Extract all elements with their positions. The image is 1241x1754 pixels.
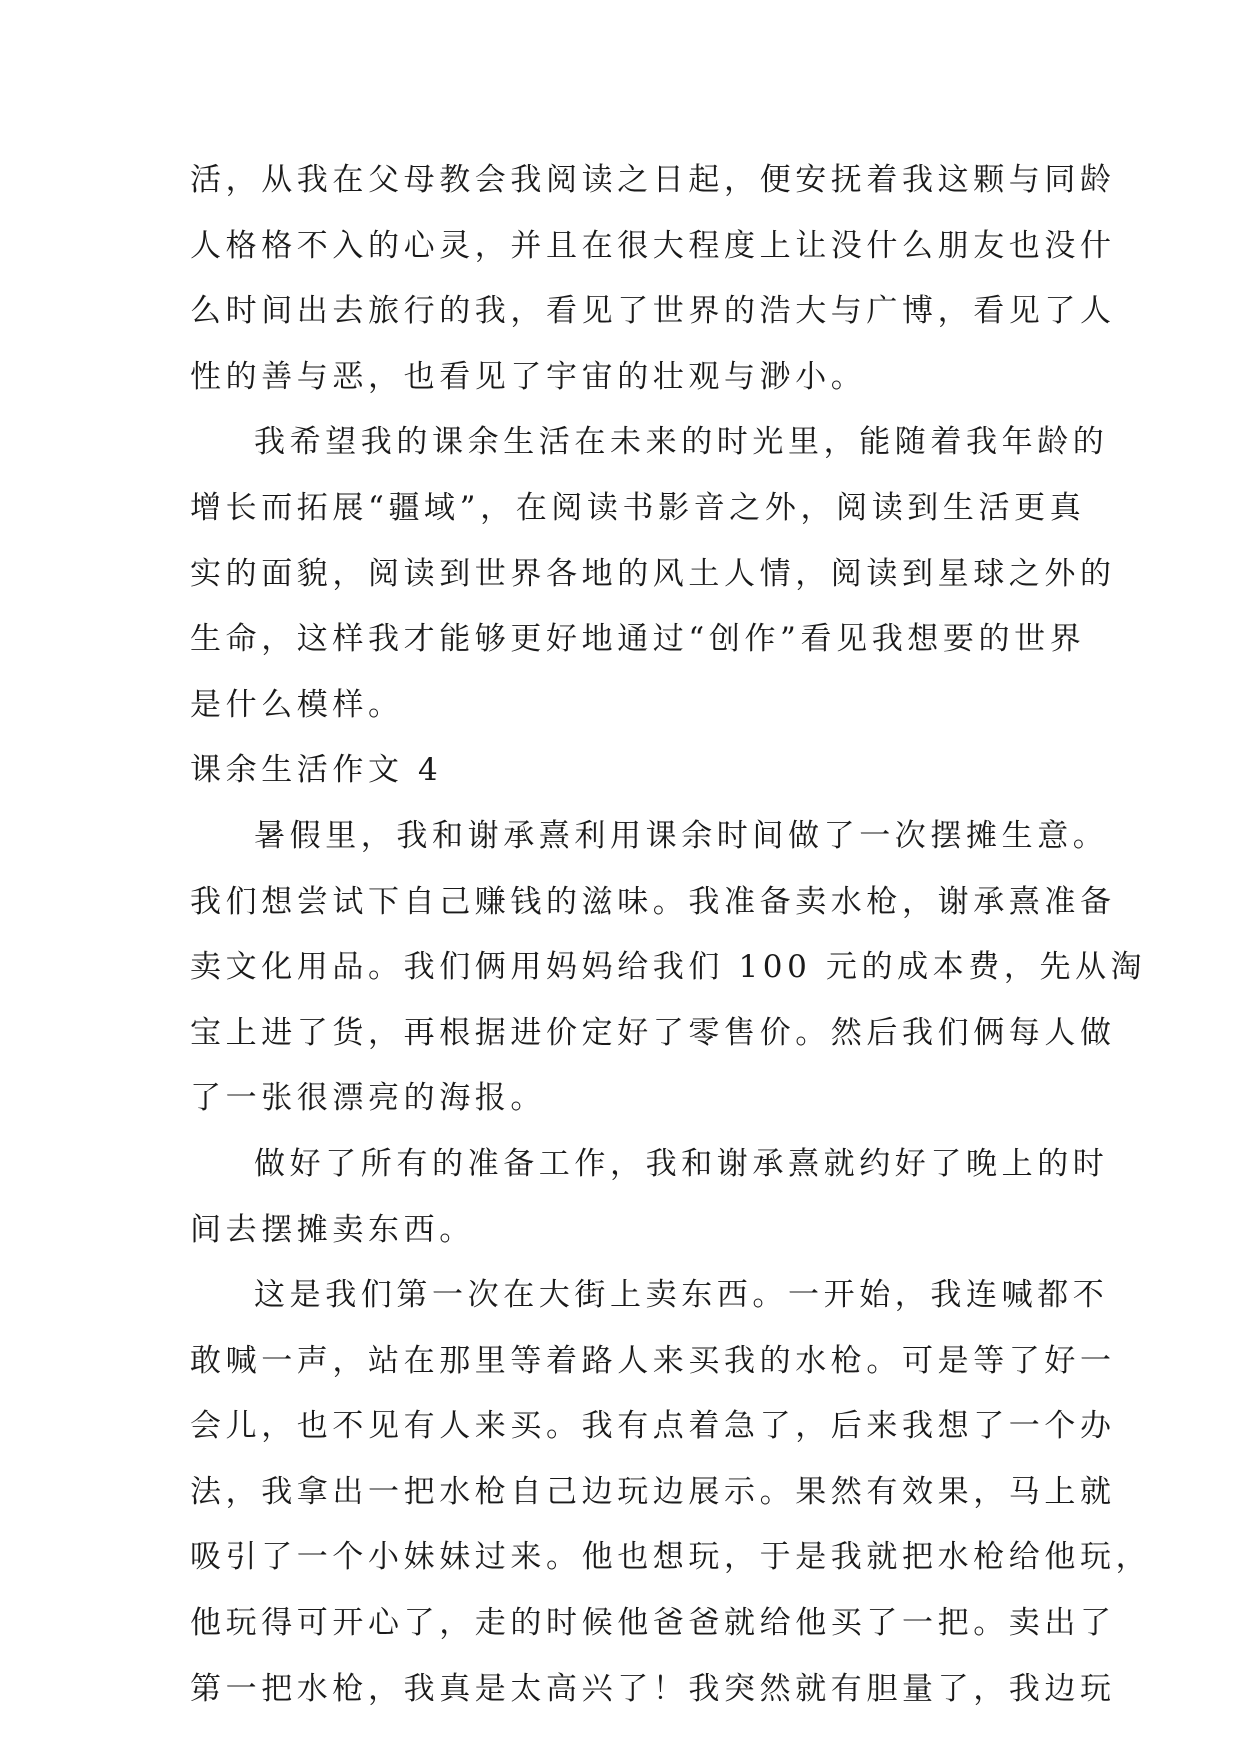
text-line: 吸引了一个小妹妹过来。他也想玩，于是我就把水枪给他玩， xyxy=(190,1539,1152,1576)
text-line: 敢喊一声，站在那里等着路人来买我的水枪。可是等了好一 xyxy=(190,1342,1116,1379)
text-line: 人格格不入的心灵，并且在很大程度上让没什么朋友也没什 xyxy=(190,227,1116,264)
text-line: 了一张很漂亮的海报。 xyxy=(190,1080,546,1117)
text-line: 实的面貌，阅读到世界各地的风土人情，阅读到星球之外的 xyxy=(190,555,1116,592)
text-line: 么时间出去旅行的我，看见了世界的浩大与广博，看见了人 xyxy=(190,293,1116,330)
text-line: 法，我拿出一把水枪自己边玩边展示。果然有效果，马上就 xyxy=(190,1473,1116,1510)
text-line: 会儿，也不见有人来买。我有点着急了，后来我想了一个办 xyxy=(190,1408,1116,1445)
text-line: 宝上进了货，再根据进价定好了零售价。然后我们俩每人做 xyxy=(190,1014,1116,1051)
text-line: 卖文化用品。我们俩用妈妈给我们 100 元的成本费，先从淘 xyxy=(190,949,1147,986)
text-line: 增长而拓展“疆域”，在阅读书影音之外，阅读到生活更真 xyxy=(190,489,1086,526)
paragraph-first-line: 做好了所有的准备工作，我和谢承熹就约好了晚上的时 xyxy=(254,1145,1109,1182)
text-line: 性的善与恶，也看见了宇宙的壮观与渺小。 xyxy=(190,358,867,395)
paragraph-first-line: 我希望我的课余生活在未来的时光里，能随着我年龄的 xyxy=(254,424,1109,461)
paragraph-first-line: 暑假里，我和谢承熹利用课余时间做了一次摆摊生意。 xyxy=(254,817,1109,854)
paragraph-first-line: 这是我们第一次在大街上卖东西。一开始，我连喊都不 xyxy=(254,1277,1109,1314)
text-line: 是什么模样。 xyxy=(190,686,404,723)
text-line: 活，从我在父母教会我阅读之日起，便安抚着我这颗与同龄 xyxy=(190,162,1116,198)
text-line: 生命，这样我才能够更好地通过“创作”看见我想要的世界 xyxy=(190,621,1086,658)
document-body xyxy=(190,148,1152,1722)
text-line: 他玩得可开心了，走的时候他爸爸就给他买了一把。卖出了 xyxy=(190,1605,1116,1642)
section-heading: 课余生活作文 4 xyxy=(190,752,443,789)
text-line: 我们想尝试下自己赚钱的滋味。我准备卖水枪，谢承熹准备 xyxy=(190,883,1116,920)
text-line: 第一把水枪，我真是太高兴了！我突然就有胆量了，我边玩 xyxy=(190,1670,1116,1707)
text-line: 间去摆摊卖东西。 xyxy=(190,1211,475,1248)
